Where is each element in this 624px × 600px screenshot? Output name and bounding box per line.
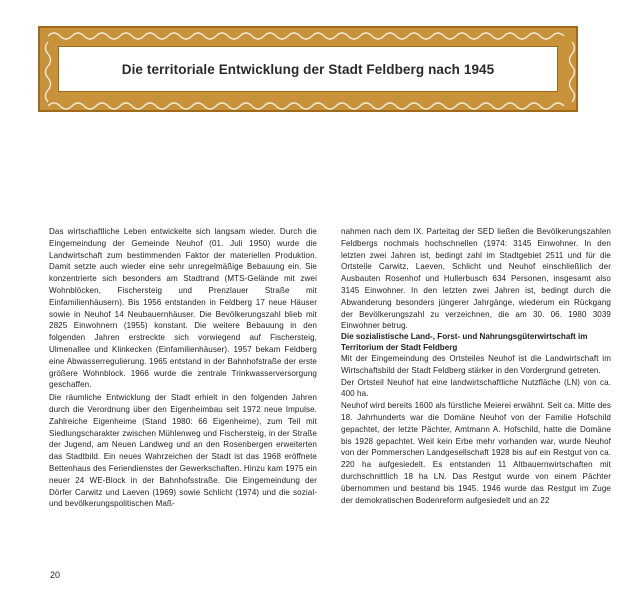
title-frame <box>38 26 578 112</box>
paragraph: Das wirtschaftliche Leben entwickelte sich langsam wieder. Durch die Eingemeindung der Gemeinde Neuhof (01. Juli 1950) wurde die Landwirtschaft zum bestimmenden Faktor der materiellen Produktion. Damit setzte auch wieder eine sehr unregelmäßige Bebauung ein. Sie konzentrierte sich besonders am Stadtrand (MTS-Gelände mit zwei Wohnblöcken, Fischersteig und Prenzlauer Straße mit Einfamilienhäusern). Bis 1956 entstanden in Feldberg 17 neue Häuser sowie in Neuhof 14 Neubauernhäuser. Die Bevölkerungszahl blieb mit 2825 Einwohnern (1955) konstant. Die weitere Bebauung in den folgenden Jahren erstreckte sich vorwiegend auf Fischersteig, Ulmenallee und Klinkecken (Einfamilienhäuser). 1957 bekam Feldberg eine Abwasserregulierung. 1965 entstand in der Bahnhofstraße der erste größere Wohnblock. 1966 wurde die zentrale Trinkwasserversorgung geschaffen. <box>49 227 317 390</box>
paragraph: Der Ortsteil Neuhof hat eine landwirtschaftliche Nutzfläche (LN) von ca. 400 ha. <box>341 377 611 399</box>
paragraph: Neuhof wird bereits 1600 als fürstliche Meierei erwähnt. Seit ca. Mitte des 18. Jahrhunderts war die Domäne Neuhof von der Familie Hofschild gepachtet, der letzte Pächter, Amtmann A. Hofschild, hatte die Domäne bis 1928 gepachtet. Weil kein Erbe mehr vorhanden war, wurde Neuhof von der Pommerschen Landgesellschaft 1928 bis auf ein Restgut von ca. 220 ha aufgesiedelt. Es entstanden 11 Altbauernwirtschaften mit durchschnittlich 18 ha LN. Das Restgut wurde von einem Pächter übernommen und bestand bis 1945. 1946 wurde das Restgut im Zuge der demokratischen Bodenreform aufgesiedelt und an 22 <box>341 401 611 505</box>
section-heading: Die sozialistische Land-, Forst- und Nahrungsgüterwirtschaft im Territorium der Stadt Feldberg <box>341 332 588 352</box>
left-column <box>49 226 317 510</box>
page-title: Die territoriale Entwicklung der Stadt Feldberg nach 1945 <box>121 61 495 77</box>
paragraph: Die räumliche Entwicklung der Stadt erhielt in den folgenden Jahren durch die Verordnung über den Eigenheimbau seit 1972 neue Impulse. Zahlreiche Eigenheime (Stand 1980: 66 Eigenheime), zum Teil mit Siedlungscharakter zwischen Mühlenweg und Fischersteig, in der Straße der Jugend, am Neuen Landweg und an den Rosenbergen erweiterten das Stadtbild. Ein neues Wahrzeichen der Stadt ist das 1968 eröffnete Bettenhaus des Feriendienstes der Gewerkschaften. Hinzu kam 1975 ein neuer 24 WE-Block in der Bahnhofsstraße. Die Eingemeindung der Dörfer Carwitz und Laeven (1969) sowie Schlicht (1974) und die sozial- und bevölkerungspolitischen Maß- <box>49 393 317 509</box>
page-number: 20 <box>50 570 61 580</box>
paragraph: nahmen nach dem IX. Parteitag der SED ließen die Bevölkerungszahlen Feldbergs nochmals hochschnellen (1974: 3145 Einwohner. In den letzten zwei Jahren ist, bedingt zahl im Stadtgebiet 2511 und für die Ortsteile Carwitz, Laeven, Schlicht und Neuhof einschließlich der Ausbauten Rosenhof und Hullerbusch 634 Personen, insgesamt also 3145 Einwohner. In den letzten zwei Jahren ist, bedingt durch die Abwanderung besonders jüngerer Jahrgänge, wiederum ein Rückgang der Bevölkerungszahl zu verzeichnen, die am 30. 06. 1980 3039 Einwohner betrug. <box>341 227 611 331</box>
title-panel <box>58 46 558 92</box>
paragraph: Mit der Eingemeindung des Ortsteiles Neuhof ist die Landwirtschaft im Wirtschaftsbild der Stadt Feldberg stärker in den Vordergrund getreten. <box>341 353 611 375</box>
right-column <box>341 226 611 506</box>
